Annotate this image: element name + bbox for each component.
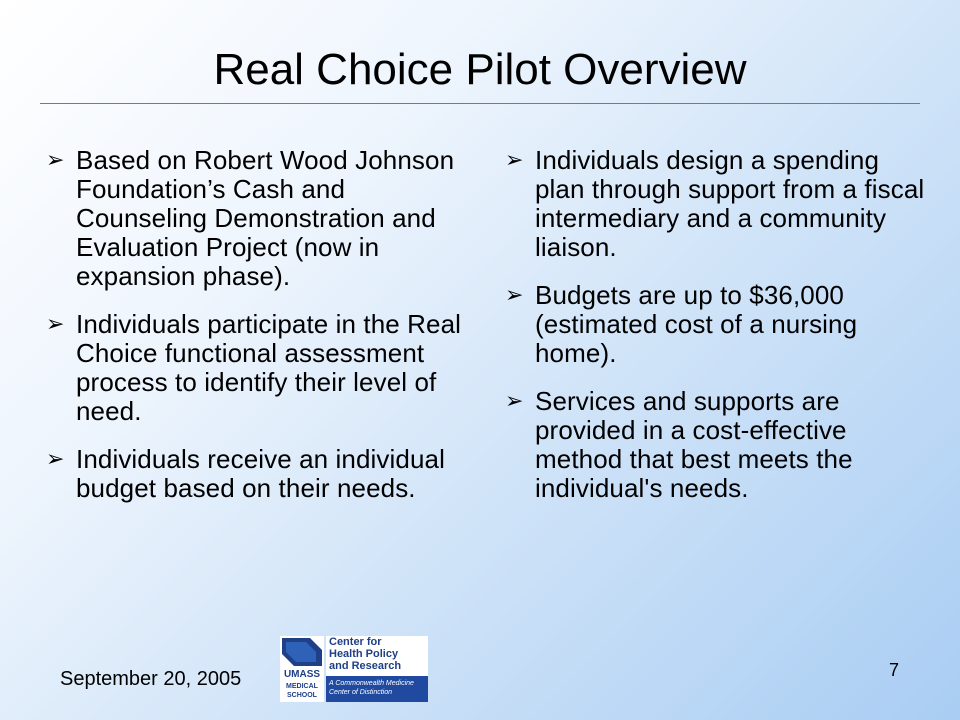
bullet-text: Individuals design a spending plan through support from a fiscal intermediary and a community liaison.	[535, 145, 925, 262]
logo-text-block	[326, 636, 428, 702]
logo-line-1: Center for	[329, 636, 382, 648]
logo-tagline-2: Center of Distinction	[329, 689, 393, 696]
bullet-text: Individuals receive an individual budget based on their needs.	[76, 444, 445, 503]
left-bullet-column	[46, 146, 466, 522]
logo-tagline-band	[326, 676, 428, 702]
arrow-bullet-icon: ➢	[505, 389, 524, 414]
bullet-text: Based on Robert Wood Johnson Foundation’s Cash and Counseling Demonstration and Evaluation Project (now in expansion phase).	[76, 145, 455, 291]
bullet-item	[505, 281, 925, 368]
bullet-item	[46, 445, 466, 503]
bullet-item	[46, 146, 466, 291]
arrow-bullet-icon: ➢	[505, 148, 524, 173]
umass-medical-mark-icon	[280, 636, 324, 702]
bullet-item	[505, 387, 925, 503]
footer-date: September 20, 2005	[60, 668, 242, 690]
umass-word: UMASS	[283, 669, 321, 680]
school-word: SCHOOL	[287, 692, 317, 699]
bullet-text: Individuals participate in the Real Choice functional assessment process to identify their level of need.	[76, 309, 462, 426]
logo-tagline-1: A Commonwealth Medicine	[329, 680, 414, 687]
arrow-bullet-icon: ➢	[46, 148, 65, 173]
logo-line-3: and Research	[329, 660, 402, 672]
umass-chpr-logo	[280, 636, 428, 702]
page-number: 7	[889, 660, 900, 680]
right-bullet-column	[505, 146, 925, 522]
bullet-text: Budgets are up to $36,000 (estimated cost of a nursing home).	[535, 280, 858, 368]
medical-word: MEDICAL	[286, 683, 318, 690]
arrow-bullet-icon: ➢	[46, 447, 65, 472]
bullet-text: Services and supports are provided in a cost-effective method that best meets the individual's needs.	[535, 386, 853, 503]
slide-title: Real Choice Pilot Overview	[213, 45, 747, 94]
arrow-bullet-icon: ➢	[505, 283, 524, 308]
bullet-item	[46, 310, 466, 426]
title-divider	[40, 103, 920, 104]
bullet-item	[505, 146, 925, 262]
arrow-bullet-icon: ➢	[46, 312, 65, 337]
logo-line-2: Health Policy	[329, 648, 399, 660]
